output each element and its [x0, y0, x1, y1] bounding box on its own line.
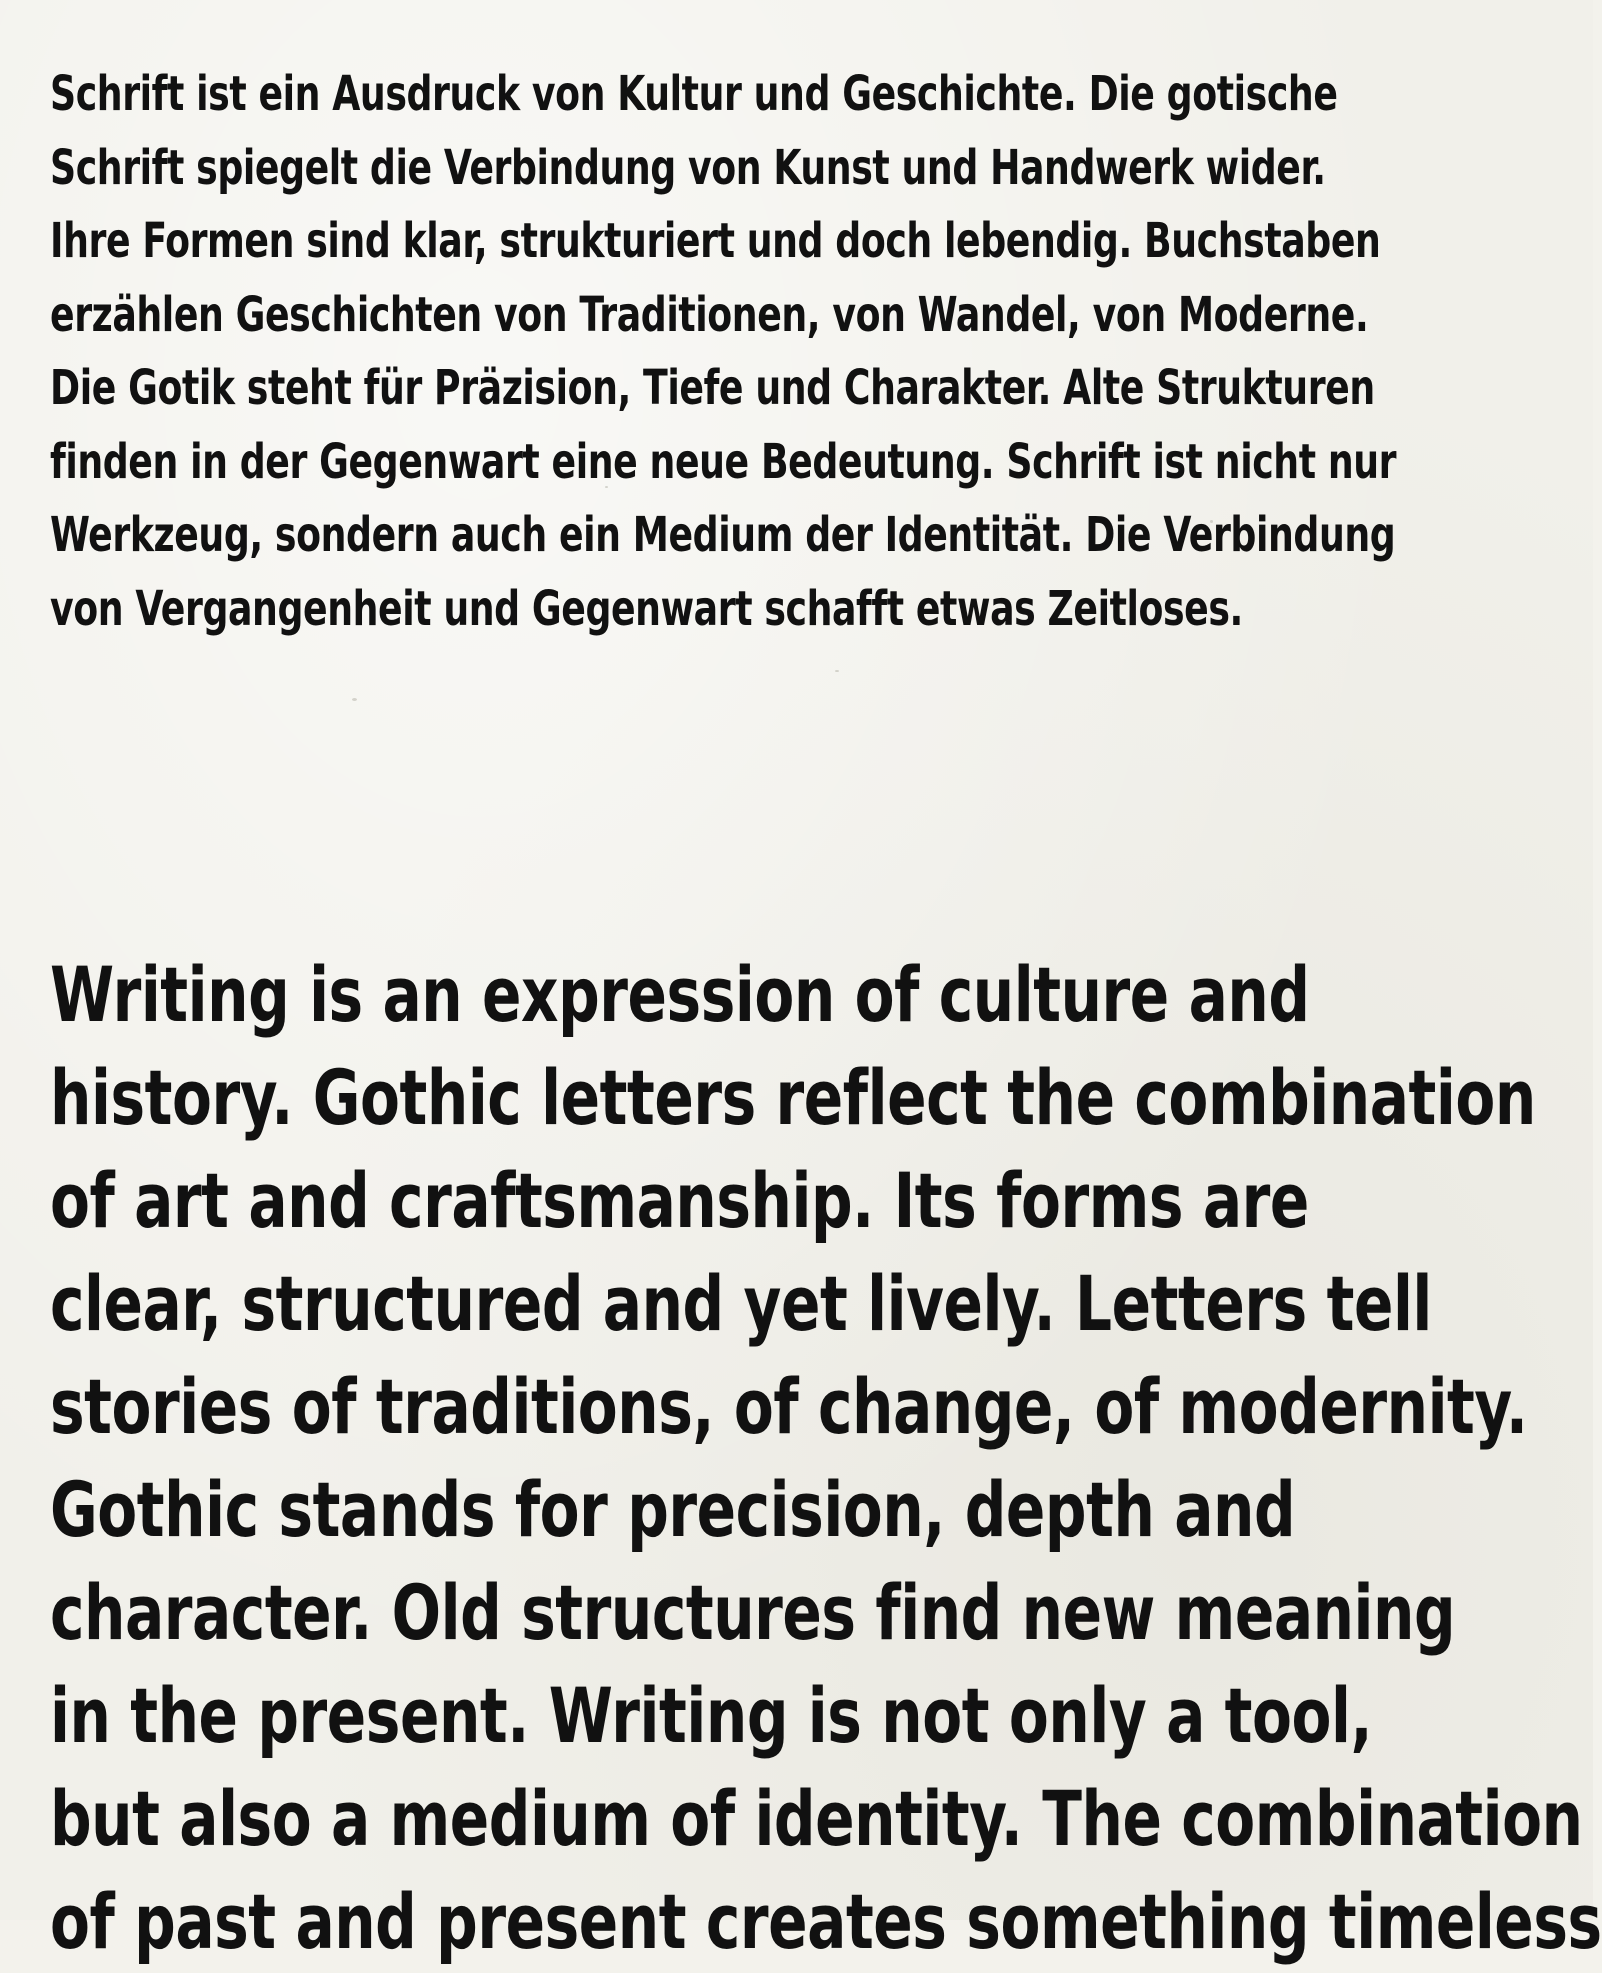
english-line: in the present. Writing is not only a tool, — [50, 1671, 1373, 1760]
german-specimen-paragraph — [50, 58, 1396, 646]
english-line: stories of traditions, of change, of modernity. — [50, 1362, 1528, 1451]
german-line: Werkzeug, sondern auch ein Medium der Identität. Die Verbindung — [50, 507, 1396, 563]
german-line: finden in der Gegenwart eine neue Bedeutung. Schrift ist nicht nur — [50, 433, 1397, 490]
english-specimen-paragraph — [50, 943, 1602, 1973]
english-line: Gothic stands for precision, depth and — [50, 1465, 1296, 1554]
english-line: Writing is an expression of culture and — [50, 950, 1310, 1039]
english-line: clear, structured and yet lively. Letters tell — [50, 1259, 1432, 1348]
german-line: Schrift ist ein Ausdruck von Kultur und Geschichte. Die gotische — [50, 66, 1338, 122]
german-line: erzählen Geschichten von Traditionen, von Wandel, von Moderne. — [50, 286, 1369, 343]
english-line: history. Gothic letters reflect the combination — [50, 1053, 1536, 1142]
english-line: but also a medium of identity. The combination — [50, 1774, 1583, 1863]
english-line: of past and present creates something timeless — [50, 1877, 1602, 1966]
german-line: Ihre Formen sind klar, strukturiert und doch lebendig. Buchstaben — [50, 213, 1381, 269]
english-line: character. Old structures find new meaning — [50, 1568, 1456, 1657]
paper-speck — [352, 698, 357, 701]
german-line: von Vergangenheit und Gegenwart schafft etwas Zeitloses. — [50, 580, 1243, 637]
paper-speck — [835, 670, 839, 672]
english-line: of art and craftsmanship. Its forms are — [50, 1156, 1309, 1245]
german-line: Die Gotik steht für Präzision, Tiefe und Charakter. Alte Strukturen — [50, 360, 1375, 416]
german-line: Schrift spiegelt die Verbindung von Kunst und Handwerk wider. — [50, 139, 1326, 196]
